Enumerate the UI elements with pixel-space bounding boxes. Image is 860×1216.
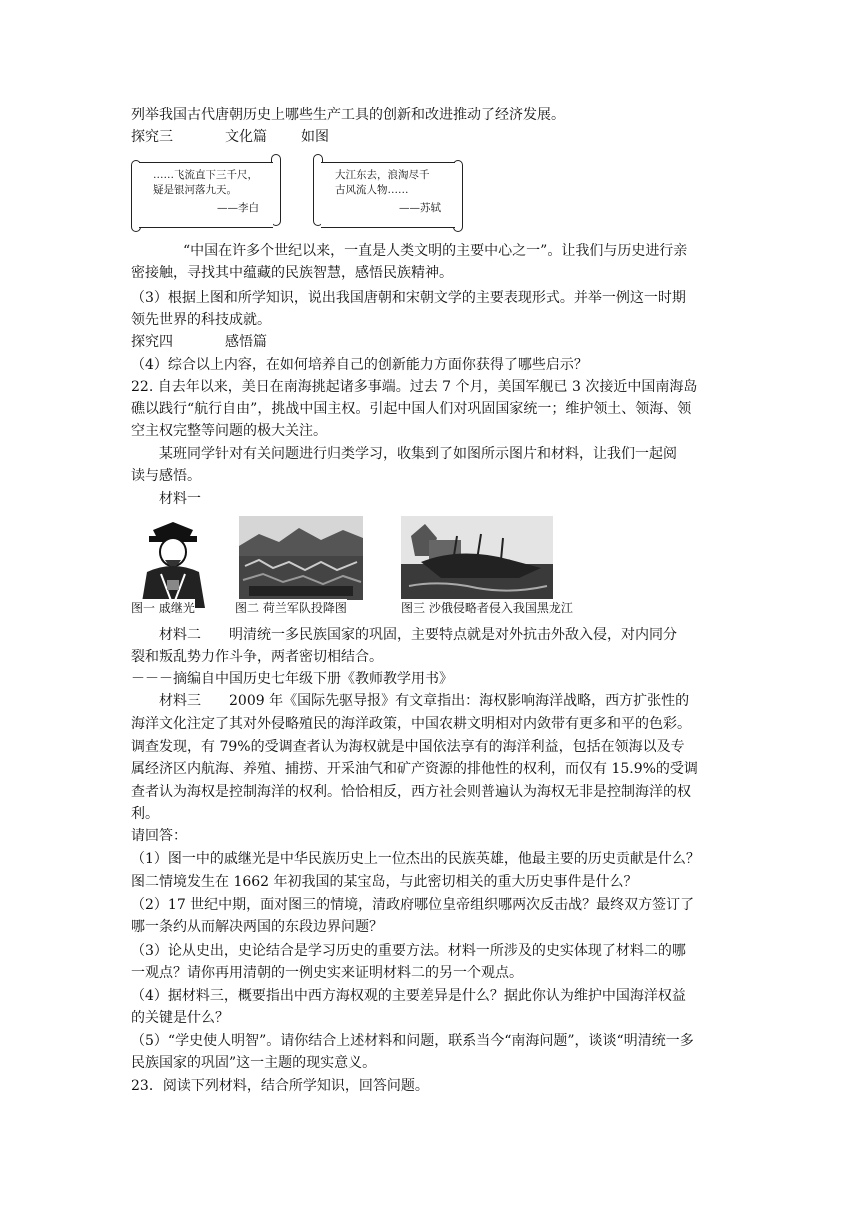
text-line: 的关键是什么？ <box>131 1010 229 1026</box>
text-line: 属经济区内航海、养殖、捕捞、开采油气和矿产资源的排他性的权利，而仅有 15.9%的受调 <box>131 761 698 777</box>
poem-scroll-li-bai <box>131 154 281 234</box>
question-3-line: （3）论从史出，史论结合是学习历史的重要方法。材料一所涉及的史实体现了材料二的哪 <box>131 943 686 959</box>
poem-scroll-su-shi <box>313 154 463 234</box>
poem-author: ——苏轼 <box>399 202 441 214</box>
text-line: 裂和叛乱势力作斗争，两者密切相结合。 <box>131 649 383 665</box>
text-line: 空主权完整等问题的极大关注。 <box>131 423 327 439</box>
picture-russian-invasion <box>401 516 573 616</box>
text-line: 列举我国古代唐朝历史上哪些生产工具的创新和改进推动了经济发展。 <box>131 107 565 123</box>
section-note: 如图 <box>301 129 329 145</box>
poem-scrolls-figure <box>131 154 471 236</box>
text-line: 某班同学针对有关问题进行归类学习，收集到了如图所示图片和材料，让我们一起阅 <box>159 446 677 462</box>
question-4-line: （4）据材料三，概要指出中西方海权观的主要差异是什么？据此你认为维护中国海洋权益 <box>131 988 686 1004</box>
text-line: 领先世界的科技成就。 <box>131 312 271 328</box>
question-1-line: （1）图一中的戚继光是中华民族历史上一位杰出的民族英雄，他最主要的历史贡献是什么？ <box>131 851 700 867</box>
text-line: “中国在许多个世纪以来，一直是人类文明的主要中心之一”。让我们与历史进行亲 <box>183 243 688 259</box>
poem-author: ——李白 <box>217 202 259 214</box>
question-4-line: （4）综合以上内容，在如何培养自己的创新能力方面你获得了哪些启示？ <box>131 357 588 373</box>
text-line: 民族国家的巩固”这一主题的现实意义。 <box>131 1055 377 1071</box>
material-2-line <box>159 624 677 646</box>
picture-qi-jiguang <box>131 516 215 616</box>
material-text: 明清统一多民族国家的巩固，主要特点就是对外抗击外敌入侵，对内同分 <box>229 627 677 643</box>
material-2-source: －－－摘编自中国历史七年级下册《教师教学用书》 <box>131 671 453 687</box>
poem-line: ……飞流直下三千尺， <box>153 169 258 181</box>
text-line: 哪一条约从而解决两国的东段边界问题？ <box>131 919 383 935</box>
text-line: 调查发现，有 79%的受调查者认为海权就是中国依法享有的海洋利益，包括在领海以及专 <box>131 739 685 755</box>
please-answer: 请回答： <box>131 828 187 844</box>
material-1-label: 材料一 <box>159 491 201 507</box>
material-label: 材料三 <box>159 693 201 709</box>
section-label: 探究四 <box>131 334 173 350</box>
text-line: 图二情境发生在 1662 年初我国的某宝岛，与此密切相关的重大历史事件是什么？ <box>131 874 638 890</box>
picture-caption: 图二 荷兰军队投降图 <box>235 601 347 615</box>
poem-line: 古风流人物…… <box>335 184 409 196</box>
picture-caption: 图三 沙俄侵略者侵入我国黑龙江 <box>401 601 573 615</box>
text-line: 礁以践行“航行自由”，挑战中国主权。引起中国人们对巩固国家统一；维护领土、领海、领 <box>131 401 692 417</box>
text-line: 利。 <box>131 806 159 822</box>
text-line: 海洋文化注定了其对外侵略殖民的海洋政策，中国农耕文明相对内敛带有更多和平的色彩。 <box>131 716 691 732</box>
question-3-line: （3）根据上图和所学知识，说出我国唐朝和宋朝文学的主要表现形式。并举一例这一时期 <box>131 290 686 306</box>
picture-dutch-surrender <box>235 516 363 616</box>
poem-line: 大江东去，浪淘尽千 <box>335 169 430 181</box>
material-1-pictures <box>131 516 573 618</box>
poem-line: 疑是银河落九天。 <box>153 184 237 196</box>
question-23-line: 23．阅读下列材料，结合所学知识，回答问题。 <box>131 1078 429 1094</box>
section-label: 探究三 <box>131 129 173 145</box>
text-line: 查者认为海权是控制海洋的权利。恰恰相反，西方社会则普遍认为海权无非是控制海洋的权 <box>131 784 691 800</box>
picture-caption: 图一 戚继光 <box>131 601 195 615</box>
question-22-line: 22. 自去年以来，美日在南海挑起诸多事端。过去 7 个月，美国军舰已 3 次接近中国南海岛 <box>131 379 698 395</box>
material-3-line <box>159 690 689 712</box>
section-heading-explore3 <box>131 126 329 148</box>
text-line: 一观点？请你再用清朝的一例史实来证明材料二的另一个观点。 <box>131 965 523 981</box>
material-label: 材料二 <box>159 627 201 643</box>
section-title: 感悟篇 <box>225 334 267 350</box>
question-2-line: （2）17 世纪中期，面对图三的情境，清政府哪位皇帝组织哪两次反击战？最终双方签订了 <box>131 897 695 913</box>
section-heading-explore4 <box>131 331 267 353</box>
text-line: 读与感悟。 <box>131 468 201 484</box>
section-title: 文化篇 <box>225 129 267 145</box>
question-5-line: （5）“学史使人明智”。请你结合上述材料和问题，联系当今“南海问题”，谈谈“明清统一多 <box>131 1033 694 1049</box>
text-line: 密接触，寻找其中蕴藏的民族智慧，感悟民族精神。 <box>131 265 453 281</box>
material-text: 2009 年《国际先驱导报》有文章指出：海权影响海洋战略，西方扩张性的 <box>229 693 690 709</box>
